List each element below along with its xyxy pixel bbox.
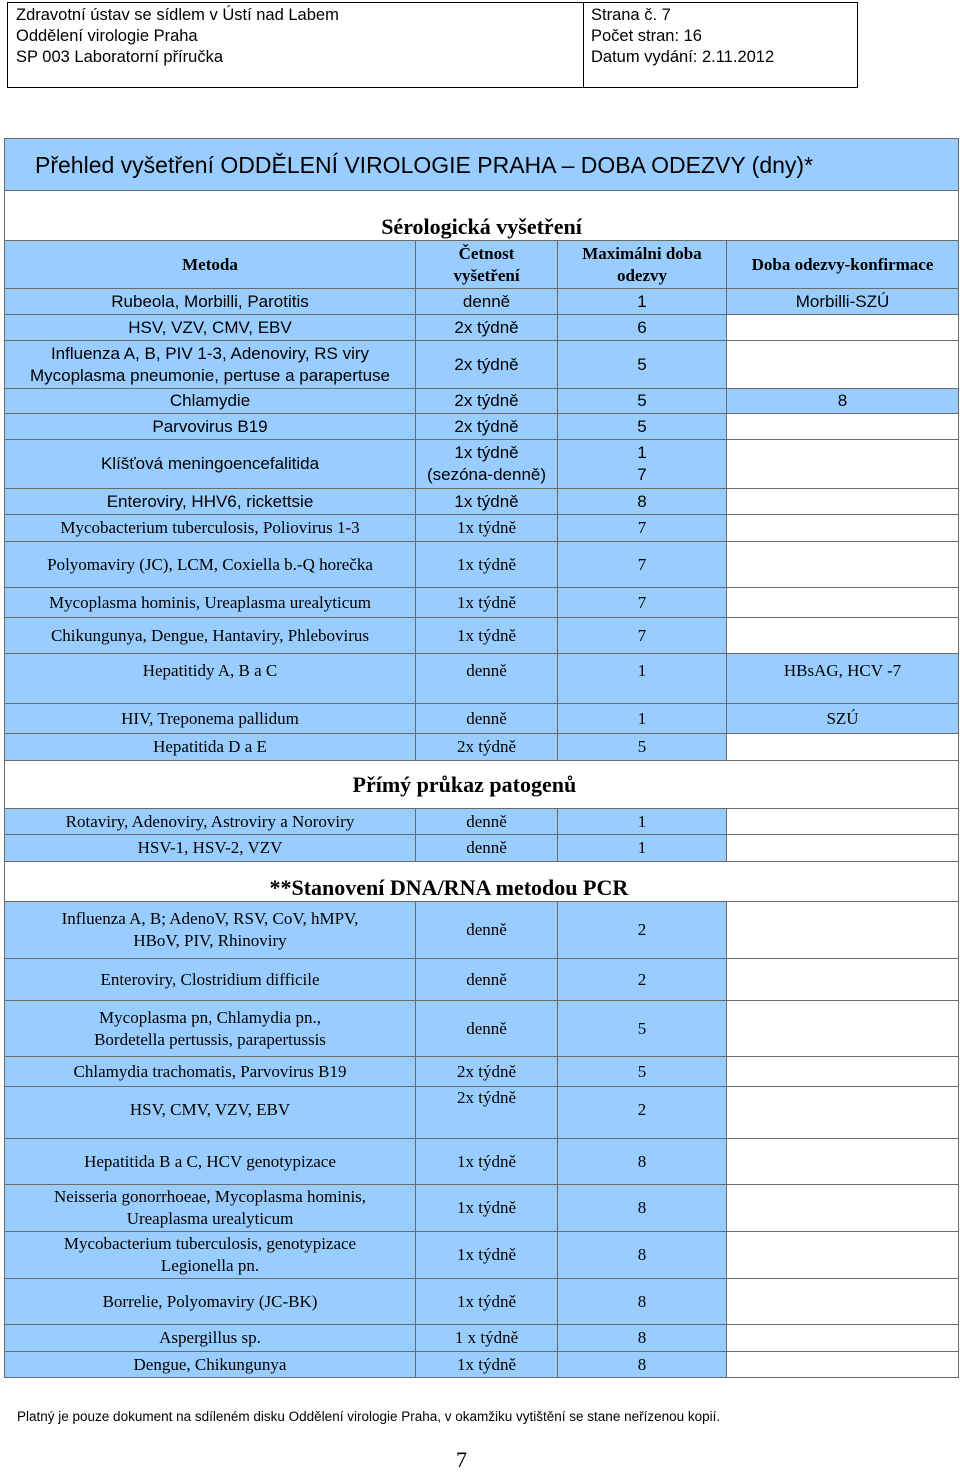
col-confirmation: Doba odezvy-konfirmace xyxy=(727,241,959,289)
row-method xyxy=(5,1232,416,1279)
row-confirmation xyxy=(727,341,959,389)
header-left xyxy=(8,3,584,87)
row-frequency-line2: (sezóna-denně) xyxy=(426,465,547,484)
row-confirmation xyxy=(727,489,959,515)
row-frequency-line1: 1x týdně xyxy=(454,443,519,462)
row-confirmation xyxy=(727,440,959,489)
row-days: 8 xyxy=(558,1185,727,1232)
section-direct-detection xyxy=(352,761,959,809)
row-days-line1: 1 xyxy=(637,443,647,462)
row-days: 7 xyxy=(558,542,727,588)
row-days: 1 xyxy=(558,289,727,315)
row-method-line2: Bordetella pertussis, parapertussis xyxy=(94,1029,326,1049)
row-frequency: denně xyxy=(416,959,558,1001)
row-method: Mycobacterium tuberculosis, Poliovirus 1-3 xyxy=(5,515,416,542)
row-days: 1 xyxy=(558,654,727,704)
row-days: 5 xyxy=(558,389,727,414)
row-frequency: 2x týdně xyxy=(416,734,558,761)
row-method-line2: Ureaplasma urealyticum xyxy=(126,1209,294,1228)
page-title: Přehled vyšetření ODDĚLENÍ VIROLOGIE PRAHA – DOBA ODEZVY (dny)* xyxy=(5,139,959,191)
row-frequency: 1x týdně xyxy=(416,588,558,618)
row-days-line2: 7 xyxy=(637,465,647,484)
row-method-line2: Legionella pn. xyxy=(160,1256,260,1275)
row-frequency: 2x týdně xyxy=(416,1087,558,1139)
row-days: 7 xyxy=(558,588,727,618)
row-method: Rubeola, Morbilli, Parotitis xyxy=(5,289,416,315)
row-days xyxy=(558,440,727,489)
row-days: 5 xyxy=(558,1057,727,1087)
row-confirmation xyxy=(727,618,959,654)
row-days: 8 xyxy=(558,1139,727,1185)
row-method xyxy=(5,1185,416,1232)
row-method: Aspergillus sp. xyxy=(5,1325,416,1352)
row-frequency: denně xyxy=(416,835,558,862)
header-dept: Oddělení virologie Praha xyxy=(16,27,198,45)
row-confirmation xyxy=(727,515,959,542)
row-frequency: denně xyxy=(416,289,558,315)
row-confirmation: 8 xyxy=(727,389,959,414)
row-method: Enteroviry, HHV6, rickettsie xyxy=(5,489,416,515)
row-frequency: 1x týdně xyxy=(416,489,558,515)
header-pages: Počet stran: 16 xyxy=(591,27,702,45)
row-method-line1: Influenza A, B; AdenoV, RSV, CoV, hMPV, xyxy=(61,909,359,928)
row-method-line1: Neisseria gonorrhoeae, Mycoplasma hominis, xyxy=(53,1187,367,1206)
row-confirmation xyxy=(727,734,959,761)
row-days: 7 xyxy=(558,618,727,654)
row-days: 1 xyxy=(558,809,727,835)
row-frequency: 1x týdně xyxy=(416,515,558,542)
row-frequency: 1x týdně xyxy=(416,618,558,654)
row-days: 5 xyxy=(558,734,727,761)
row-frequency xyxy=(416,440,558,489)
row-method: Polyomaviry (JC), LCM, Coxiella b.-Q horečka xyxy=(5,542,416,588)
row-days: 7 xyxy=(558,515,727,542)
row-days: 2 xyxy=(558,1087,727,1139)
col-max-time xyxy=(558,241,727,289)
row-days: 5 xyxy=(558,341,727,389)
row-method-line2: HBoV, PIV, Rhinoviry xyxy=(133,931,287,950)
col-frequency-line1: Četnost xyxy=(458,243,515,263)
row-method xyxy=(5,902,416,959)
row-method: Borrelie, Polyomaviry (JC-BK) xyxy=(5,1279,416,1325)
row-method: Chlamydia trachomatis, Parvovirus B19 xyxy=(5,1057,416,1087)
row-method-line2: Mycoplasma pneumonie, pertuse a parapertuse xyxy=(29,365,391,385)
row-days: 5 xyxy=(558,1001,727,1057)
row-method-line1: Influenza A, B, PIV 1-3, Adenoviry, RS viry xyxy=(50,343,370,363)
row-frequency: 1x týdně xyxy=(416,1232,558,1279)
row-method: Hepatitidy A, B a C xyxy=(5,654,416,704)
row-method: HSV, CMV, VZV, EBV xyxy=(5,1087,416,1139)
col-frequency xyxy=(416,241,558,289)
row-frequency: 1x týdně xyxy=(416,542,558,588)
row-days: 8 xyxy=(558,1279,727,1325)
row-frequency: denně xyxy=(416,704,558,734)
col-max-time-line2: odezvy xyxy=(616,265,668,285)
row-days: 6 xyxy=(558,315,727,341)
row-days: 8 xyxy=(558,489,727,515)
row-method: Chikungunya, Dengue, Hantaviry, Phlebovirus xyxy=(5,618,416,654)
row-days: 2 xyxy=(558,902,727,959)
row-frequency: 1x týdně xyxy=(416,1352,558,1378)
header-page: Strana č. 7 xyxy=(591,6,671,24)
col-method: Metoda xyxy=(5,241,416,289)
footer-note: Platný je pouze dokument na sdíleném disku Oddělení virologie Praha, v okamžiku vytištění se stane neřízenou kopií. xyxy=(17,1409,721,1424)
section-pcr xyxy=(269,862,959,902)
row-method: HSV, VZV, CMV, EBV xyxy=(5,315,416,341)
row-method-line1: Mycoplasma pn, Chlamydia pn., xyxy=(99,1007,321,1027)
col-frequency-line2: vyšetření xyxy=(453,265,520,285)
row-frequency: 2x týdně xyxy=(416,389,558,414)
row-method: Hepatitida B a C, HCV genotypizace xyxy=(5,1139,416,1185)
row-method: Dengue, Chikungunya xyxy=(5,1352,416,1378)
row-method xyxy=(5,341,416,389)
row-method: Enteroviry, Clostridium difficile xyxy=(5,959,416,1001)
row-method xyxy=(5,1001,416,1057)
row-frequency: 1x týdně xyxy=(416,1185,558,1232)
turnaround-table xyxy=(4,138,959,1378)
row-frequency: 1 x týdně xyxy=(416,1325,558,1352)
row-confirmation: Morbilli-SZÚ xyxy=(727,289,959,315)
row-confirmation xyxy=(727,588,959,618)
row-days: 5 xyxy=(558,414,727,440)
document-header xyxy=(7,2,858,88)
row-method: HIV, Treponema pallidum xyxy=(5,704,416,734)
row-frequency: 2x týdně xyxy=(416,341,558,389)
header-issued: Datum vydání: 2.11.2012 xyxy=(591,48,775,66)
row-method: HSV-1, HSV-2, VZV xyxy=(5,835,416,862)
row-method-line1: Mycobacterium tuberculosis, genotypizace xyxy=(63,1234,357,1253)
page-number: 7 xyxy=(456,1447,467,1472)
row-frequency: 2x týdně xyxy=(416,1057,558,1087)
row-confirmation: SZÚ xyxy=(727,704,959,734)
row-method: Mycoplasma hominis, Ureaplasma urealyticum xyxy=(5,588,416,618)
row-days: 1 xyxy=(558,704,727,734)
row-days: 8 xyxy=(558,1232,727,1279)
section-direct-detection-label: Přímý průkaz patogenů xyxy=(352,771,577,797)
row-confirmation xyxy=(727,542,959,588)
row-frequency: denně xyxy=(416,654,558,704)
col-max-time-line1: Maximálni doba xyxy=(582,243,702,263)
header-right xyxy=(583,3,857,87)
row-frequency: denně xyxy=(416,902,558,959)
row-frequency: 2x týdně xyxy=(416,315,558,341)
row-days: 2 xyxy=(558,959,727,1001)
row-days: 8 xyxy=(558,1352,727,1378)
row-frequency: 1x týdně xyxy=(416,1279,558,1325)
row-frequency: 2x týdně xyxy=(416,414,558,440)
row-frequency: 1x týdně xyxy=(416,1139,558,1185)
row-method: Klíšťová meningoencefalitida xyxy=(5,440,416,489)
row-method: Parvovirus B19 xyxy=(5,414,416,440)
row-confirmation xyxy=(727,414,959,440)
row-days: 8 xyxy=(558,1325,727,1352)
section-pcr-label: **Stanovení DNA/RNA metodou PCR xyxy=(269,874,629,900)
row-days: 1 xyxy=(558,835,727,862)
section-serology: Sérologická vyšetření xyxy=(5,191,959,241)
row-confirmation xyxy=(727,315,959,341)
row-frequency: denně xyxy=(416,1001,558,1057)
header-org: Zdravotní ústav se sídlem v Ústí nad Labem xyxy=(16,6,339,24)
row-method: Rotaviry, Adenoviry, Astroviry a Noroviry xyxy=(5,809,416,835)
row-frequency: denně xyxy=(416,809,558,835)
row-method: Hepatitida D a E xyxy=(5,734,416,761)
row-confirmation: HBsAG, HCV -7 xyxy=(727,654,959,704)
row-method: Chlamydie xyxy=(5,389,416,414)
header-doc: SP 003 Laboratorní příručka xyxy=(16,48,223,66)
